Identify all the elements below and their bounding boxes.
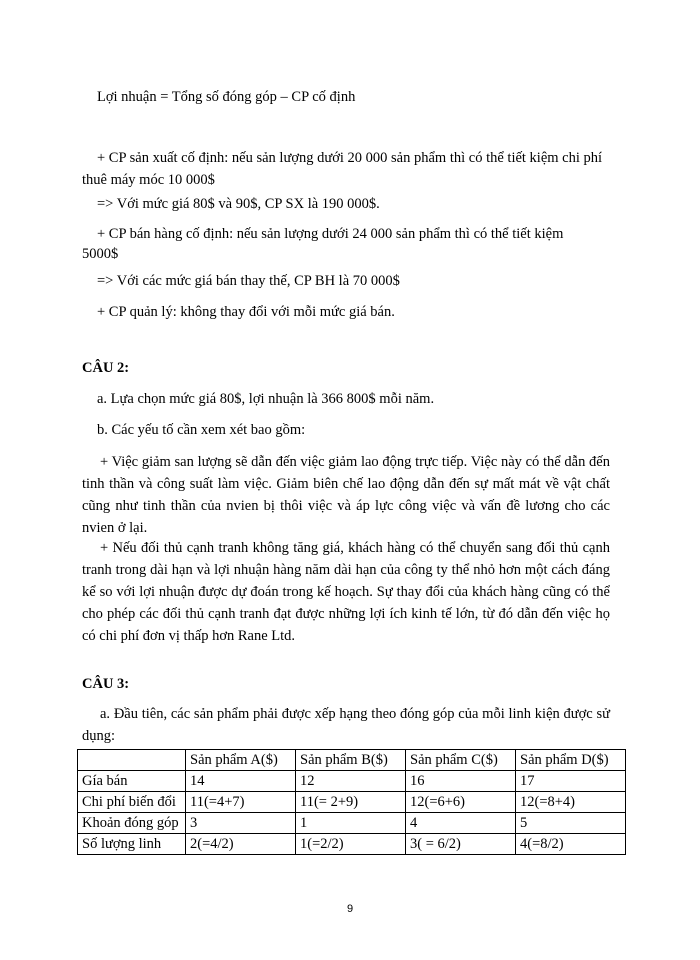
table-cell: 1(=2/2) <box>296 834 406 855</box>
table-cell: 12(=8+4) <box>516 792 626 813</box>
table-cell: Khoản đóng góp <box>78 813 186 834</box>
question-3-heading: CÂU 3: <box>82 676 130 692</box>
fixed-sales-cost-line-1: + CP bán hàng cố định: nếu sản lượng dưới 24 000 sản phẩm thì có thể tiết kiệm <box>97 226 564 242</box>
fixed-sales-cost-line-2: 5000$ <box>82 246 119 262</box>
fixed-production-cost-line-2: thuê máy móc 10 000$ <box>82 172 215 188</box>
table-cell: 3( = 6/2) <box>406 834 516 855</box>
table-cell: 16 <box>406 771 516 792</box>
table-header-cell: Sản phẩm C($) <box>406 750 516 771</box>
table-cell: 14 <box>186 771 296 792</box>
factor-labor-paragraph <box>82 451 610 539</box>
table-cell: Số lượng linh <box>78 834 186 855</box>
table-cell: 11(=4+7) <box>186 792 296 813</box>
table-row <box>78 792 626 813</box>
question-2-heading: CÂU 2: <box>82 360 130 376</box>
table-cell: 2(=4/2) <box>186 834 296 855</box>
table-row <box>78 771 626 792</box>
table-cell: Chi phí biến đổi <box>78 792 186 813</box>
table-cell: 3 <box>186 813 296 834</box>
table-row <box>78 834 626 855</box>
table-header-cell <box>78 750 186 771</box>
question-2-answer-a: a. Lựa chọn mức giá 80$, lợi nhuận là 366 800$ mỗi năm. <box>97 391 435 407</box>
factor-competitor-paragraph <box>82 537 610 647</box>
table-cell: 4(=8/2) <box>516 834 626 855</box>
fixed-production-cost-line-1: + CP sản xuất cố định: nếu sản lượng dưới 20 000 sản phẩm thì có thể tiết kiệm chi phí <box>97 150 603 166</box>
table-header-cell: Sản phẩm D($) <box>516 750 626 771</box>
table-header-cell: Sản phẩm B($) <box>296 750 406 771</box>
table-cell: 4 <box>406 813 516 834</box>
table-row <box>78 813 626 834</box>
page-number: 9 <box>346 903 354 915</box>
factor-competitor-text: + Nếu đối thủ cạnh tranh không tăng giá, khách hàng có thể chuyển sang đối thủ cạnh tranh trong dài hạn và lợi nhuận hàng năm dài hạn của công ty thể nhỏ hơn một cách đáng kể so với lợi nhuận được dự đoán trong kế hoạch. Sự thay đổi của khách hàng cũng có thể cho phép các đối thủ cạnh tranh đạt được những lợi ích kinh tế lớn, từ đó dẫn đến việc họ có chi phí đơn vị thấp hơn Rane Ltd. <box>82 540 610 644</box>
question-3-intro-paragraph <box>82 703 610 747</box>
table-cell: Gía bán <box>78 771 186 792</box>
factor-labor-text: + Việc giảm san lượng sẽ dẫn đến việc giảm lao động trực tiếp. Việc này có thể dẫn đến tinh thần và công suất làm việc. Giảm biên chế lao động dẫn đến sự mất mát về vật chất cũng như tinh thần của nvien bị thôi việc và áp lực công việc và vấn đề lương cho các nvien ở lại. <box>82 454 610 536</box>
admin-cost-line: + CP quản lý: không thay đổi với mỗi mức giá bán. <box>97 304 395 320</box>
contribution-table <box>77 749 626 855</box>
profit-formula: Lợi nhuận = Tổng số đóng góp – CP cố định <box>97 89 356 105</box>
table-cell: 1 <box>296 813 406 834</box>
question-2-answer-b: b. Các yếu tố cần xem xét bao gồm: <box>97 422 306 438</box>
table-cell: 17 <box>516 771 626 792</box>
question-3-intro-text: a. Đầu tiên, các sản phẩm phải được xếp hạng theo đóng góp của mỗi linh kiện được sử dụng: <box>82 706 610 744</box>
table-cell: 12 <box>296 771 406 792</box>
table-header-row <box>78 750 626 771</box>
table-cell: 12(=6+6) <box>406 792 516 813</box>
table-header-cell: Sản phẩm A($) <box>186 750 296 771</box>
table-cell: 11(= 2+9) <box>296 792 406 813</box>
fixed-sales-cost-result: => Với các mức giá bán thay thế, CP BH là 70 000$ <box>97 273 400 289</box>
fixed-production-cost-result: => Với mức giá 80$ và 90$, CP SX là 190 000$. <box>97 196 380 212</box>
table-cell: 5 <box>516 813 626 834</box>
